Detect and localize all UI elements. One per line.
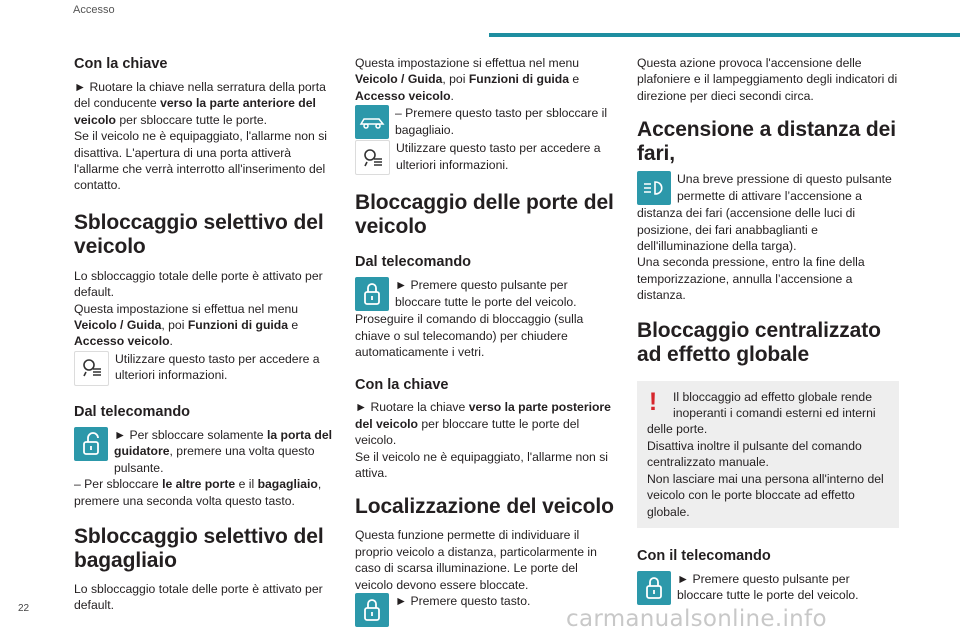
lock-icon bbox=[637, 571, 671, 605]
unlock-icon bbox=[74, 427, 108, 461]
paragraph: Se il veicolo ne è equipaggiato, l'allarme non si attiva. bbox=[355, 449, 609, 481]
heading-accensione-fari: Accensione a distanza dei fari, bbox=[637, 118, 896, 166]
paragraph: Questa impostazione si effettua nel menu Veicolo / Guida, poi Funzioni di guida e Accesso veicolo. bbox=[355, 56, 580, 103]
info-row bbox=[74, 351, 336, 386]
paragraph: Questa impostazione si effettua nel menu Veicolo / Guida, poi Funzioni di guida e Accesso veicolo. bbox=[74, 301, 299, 349]
paragraph: Utilizzare questo tasto per accedere a ulteriori informazioni. bbox=[115, 351, 320, 383]
paragraph: ► Premere questo pulsante per bloccare tutte le porte del veicolo. bbox=[395, 278, 577, 309]
column-1 bbox=[74, 55, 336, 614]
info-row bbox=[355, 140, 617, 175]
paragraph: Non lasciare mai una persona all'interno del veicolo con le porte bloccate ad effetto globale. bbox=[647, 471, 884, 519]
warning-box bbox=[637, 381, 899, 528]
header-accent-bar bbox=[489, 33, 960, 37]
paragraph: delle porte. bbox=[647, 422, 708, 437]
paragraph: ► Ruotare la chiave verso la parte posteriore del veicolo per bloccare tutte le porte del veicolo. bbox=[355, 400, 611, 448]
paragraph: distanza dei fari (accensione delle luci di posizione, dei fari anabbaglianti e dell'illuminazione della targa). bbox=[637, 206, 856, 254]
heading-bloccaggio-porte: Bloccaggio delle porte del veicolo bbox=[355, 191, 614, 239]
heading-con-il-telecomando: Con il telecomando bbox=[637, 547, 771, 564]
paragraph: – Premere questo tasto per sbloccare il bagagliaio. bbox=[395, 106, 608, 137]
heading-localizzazione: Localizzazione del veicolo bbox=[355, 495, 614, 519]
warning-row bbox=[647, 389, 891, 422]
page-number: 22 bbox=[18, 603, 30, 614]
car-icon bbox=[355, 105, 389, 139]
section-label: Accesso bbox=[73, 4, 115, 16]
heading-sbloccaggio-selettivo-veicolo: Sbloccaggio selettivo del veicolo bbox=[74, 210, 324, 258]
lock-icon bbox=[355, 593, 389, 627]
trunk-row bbox=[355, 105, 617, 139]
paragraph: Se il veicolo ne è equipaggiato, l'allarme non si disattiva. L'apertura di una porta attiverà l'allarme che verrà interrotto all'inserimento del contatto. bbox=[74, 129, 328, 193]
paragraph: Lo sbloccaggio totale delle porte è attivato per default. bbox=[74, 581, 323, 613]
lock-row bbox=[637, 571, 899, 605]
paragraph: Una breve pressione di questo pulsante permette di attivare l’accensione a bbox=[677, 172, 892, 203]
paragraph: Il bloccaggio ad effetto globale rende inoperanti i comandi esterni ed interni bbox=[673, 389, 876, 421]
paragraph: Una seconda pressione, entro la fine della temporizzazione, annulla l’accensione a distanza. bbox=[637, 255, 865, 303]
column-3 bbox=[637, 55, 899, 605]
heading-con-la-chiave: Con la chiave bbox=[74, 56, 168, 72]
headlights-icon bbox=[637, 171, 671, 205]
paragraph: Disattiva inoltre il pulsante del comando centralizzato manuale. bbox=[647, 438, 862, 470]
paragraph: Lo sbloccaggio totale delle porte è attivato per default. bbox=[74, 268, 323, 300]
heading-dal-telecomando: Dal telecomando bbox=[74, 403, 191, 420]
menu-settings-icon bbox=[355, 140, 390, 175]
paragraph: Questa funzione permette di individuare il proprio veicolo a distanza, particolarmente in caso di scarsa illuminazione. Le porte del veicolo devono essere bloccate. bbox=[355, 528, 597, 592]
heading-dal-telecomando: Dal telecomando bbox=[355, 254, 472, 271]
heading-con-la-chiave: Con la chiave bbox=[355, 377, 449, 394]
paragraph: ► Premere questo tasto. bbox=[395, 594, 531, 609]
menu-settings-icon bbox=[74, 351, 109, 386]
paragraph: Questa azione provoca l'accensione delle plafoniere e il lampeggiamento degli indicatori di direzione per dieci secondi circa. bbox=[637, 56, 898, 103]
column-2 bbox=[355, 55, 617, 627]
lock-row bbox=[355, 277, 617, 311]
paragraph: Proseguire il comando di bloccaggio (sulla chiave o sul telecomando) per chiudere automaticamente i vetri. bbox=[355, 312, 584, 360]
paragraph: ► Per sbloccare solamente la porta del guidatore, premere una volta questo pulsante. bbox=[114, 427, 332, 475]
paragraph: ► Premere questo pulsante per bloccare tutte le porte del veicolo. bbox=[677, 571, 859, 603]
heading-bloccaggio-globale: Bloccaggio centralizzato ad effetto globale bbox=[637, 318, 881, 366]
paragraph: ► Ruotare la chiave nella serratura della porta del conducente verso la parte anteriore del veicolo per sbloccare tutte le porte. bbox=[74, 80, 326, 127]
warning-icon: ! bbox=[648, 387, 658, 416]
paragraph: Utilizzare questo tasto per accedere a ulteriori informazioni. bbox=[396, 141, 601, 172]
headlights-row bbox=[637, 171, 899, 205]
paragraph: – Per sbloccare le altre porte e il bagagliaio, premere una seconda volta questo tasto. bbox=[74, 477, 322, 508]
lock-icon bbox=[355, 277, 389, 311]
unlock-row bbox=[74, 427, 336, 476]
watermark: carmanualsonline.info bbox=[566, 606, 827, 632]
heading-sbloccaggio-selettivo-bagagliaio: Sbloccaggio selettivo del bagagliaio bbox=[74, 524, 324, 572]
